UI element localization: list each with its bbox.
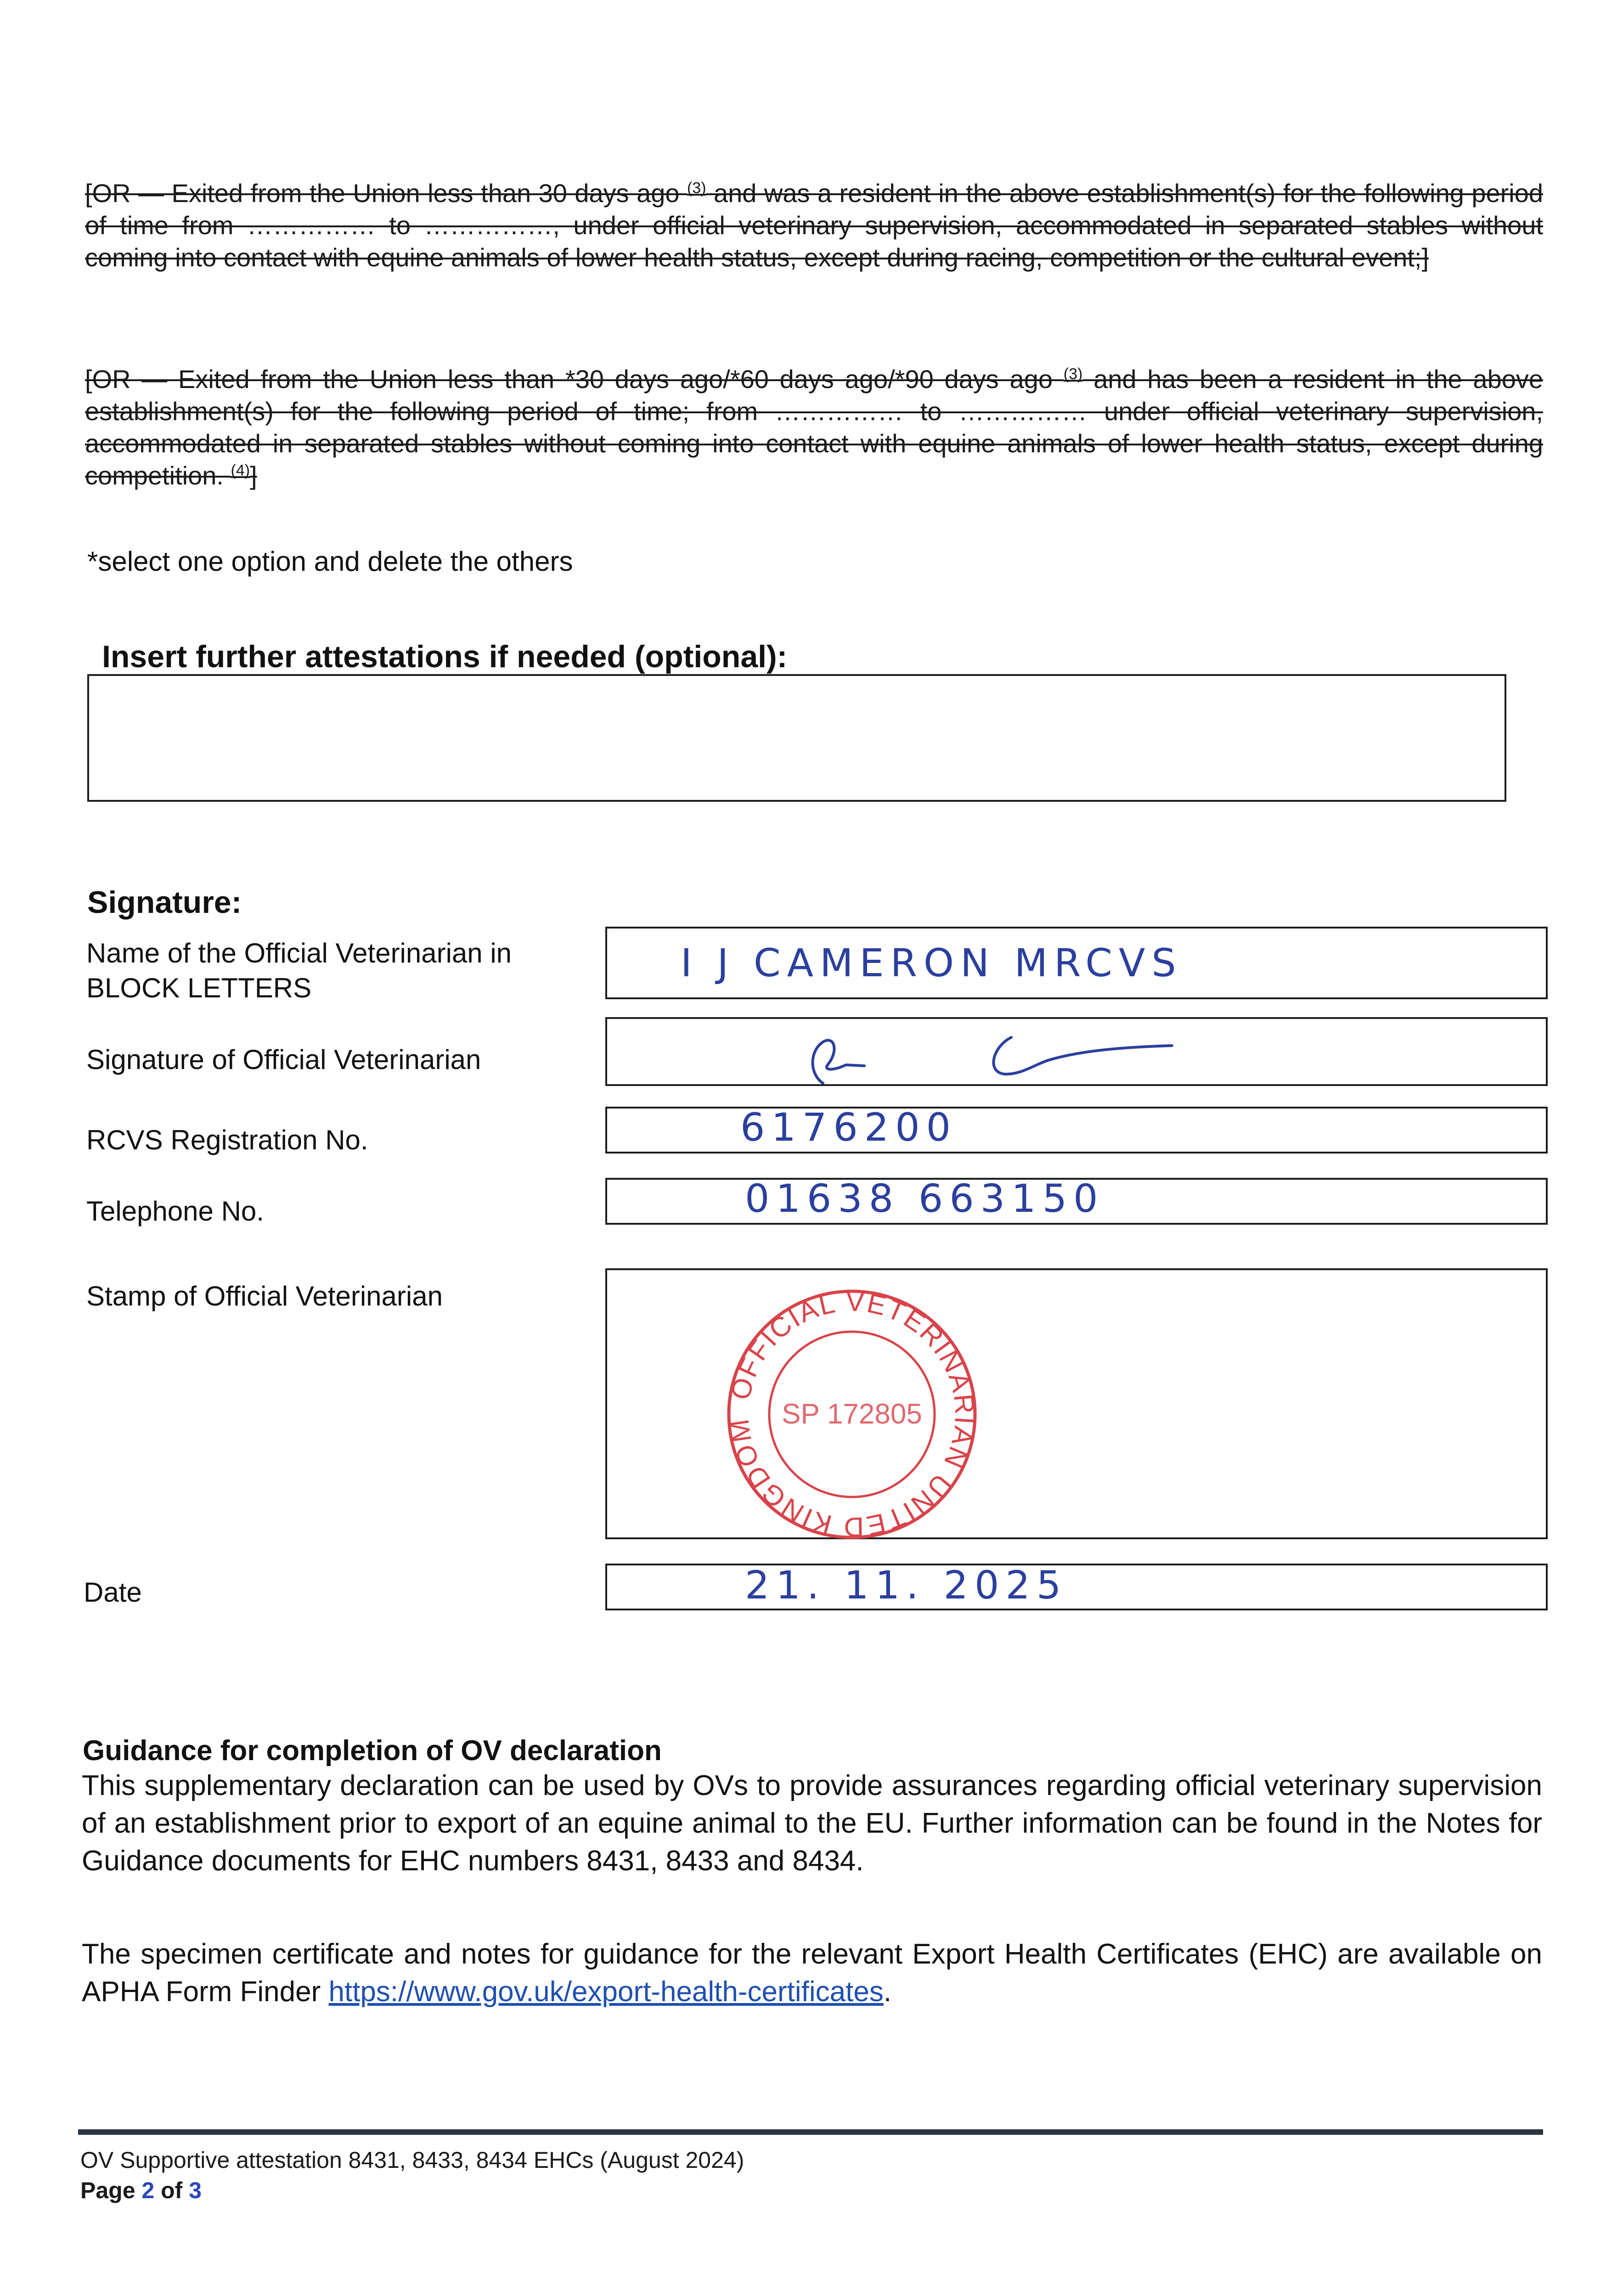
- name-value: I J CAMERON MRCVS: [681, 940, 1183, 985]
- telephone-value: 01638 663150: [745, 1176, 1105, 1221]
- signature-box[interactable]: [605, 1017, 1548, 1086]
- telephone-box[interactable]: [605, 1178, 1548, 1225]
- stamp-ring-text: OFFICIAL VETERINARIAN UNITED KINGDOM: [723, 1286, 981, 1543]
- rcvs-box[interactable]: [605, 1107, 1548, 1154]
- rcvs-label: RCVS Registration No.: [86, 1125, 368, 1155]
- date-box[interactable]: [605, 1564, 1548, 1610]
- footer-title: OV Supportive attestation 8431, 8433, 8434 EHCs (August 2024): [80, 2147, 744, 2173]
- further-attestations-heading: Insert further attestations if needed (optional):: [102, 639, 788, 674]
- telephone-label: Telephone No.: [86, 1196, 264, 1227]
- struck-paragraph-1: [OR — Exited from the Union less than 30 days ago $^{(3)}$ and was a resident in the above establishment(s) for the following period of time from …………… to ……………, under official veterinary supervision, accommodated in separated stables without coming into contact with equine animals of lower health status, except during racing, competition or the cultural event;]: [85, 179, 1544, 272]
- footer-rule: [78, 2129, 1543, 2135]
- page-number: Page 2 of 3: [80, 2178, 202, 2203]
- stamp-label: Stamp of Official Veterinarian: [86, 1281, 443, 1311]
- guidance-heading: Guidance for completion of OV declaration: [83, 1735, 662, 1767]
- select-option-note: *select one option and delete the others: [87, 546, 573, 577]
- form-finder-link[interactable]: https://www.gov.uk/export-health-certificates: [328, 1976, 884, 2008]
- guidance-paragraph-2: The specimen certificate and notes for guidance for the relevant Export Health Certificates (EHC) are available on APHA Form Finder https://www.gov.uk/export-health-certificates.: [82, 1938, 1542, 2008]
- name-label: Name of the Official Veterinarian in BLOCK LETTERS: [86, 938, 512, 1003]
- stamp-number: SP 172805: [782, 1398, 922, 1430]
- rcvs-value: 6176200: [740, 1105, 958, 1150]
- signature-label: Signature of Official Veterinarian: [86, 1044, 481, 1075]
- further-attestations-box[interactable]: [87, 674, 1506, 802]
- guidance-paragraph-1: This supplementary declaration can be used by OVs to provide assurances regarding official veterinary supervision of an establishment prior to export of an equine animal to the EU. Further information can be found in the Notes for Guidance documents for EHC numbers 8431, 8433 and 8434.: [82, 1770, 1542, 1877]
- struck-paragraph-2: [OR — Exited from the Union less than *30 days ago/*60 days ago/*90 days ago $^{(3)}$ and has been a resident in the above establishment(s) for the following period of time; from …………… to …………… under official veterinary supervision, accommodated in separated stables without coming into contact with equine animals of lower health status, except during competition. $^{(4)}$]: [85, 365, 1544, 490]
- signature-heading: Signature:: [87, 885, 242, 920]
- date-value: 21. 11. 2025: [745, 1563, 1068, 1608]
- name-box[interactable]: [605, 927, 1548, 999]
- official-veterinarian-stamp: [723, 1286, 981, 1543]
- handwritten-signature: [607, 1019, 1546, 1084]
- date-label: Date: [84, 1577, 142, 1608]
